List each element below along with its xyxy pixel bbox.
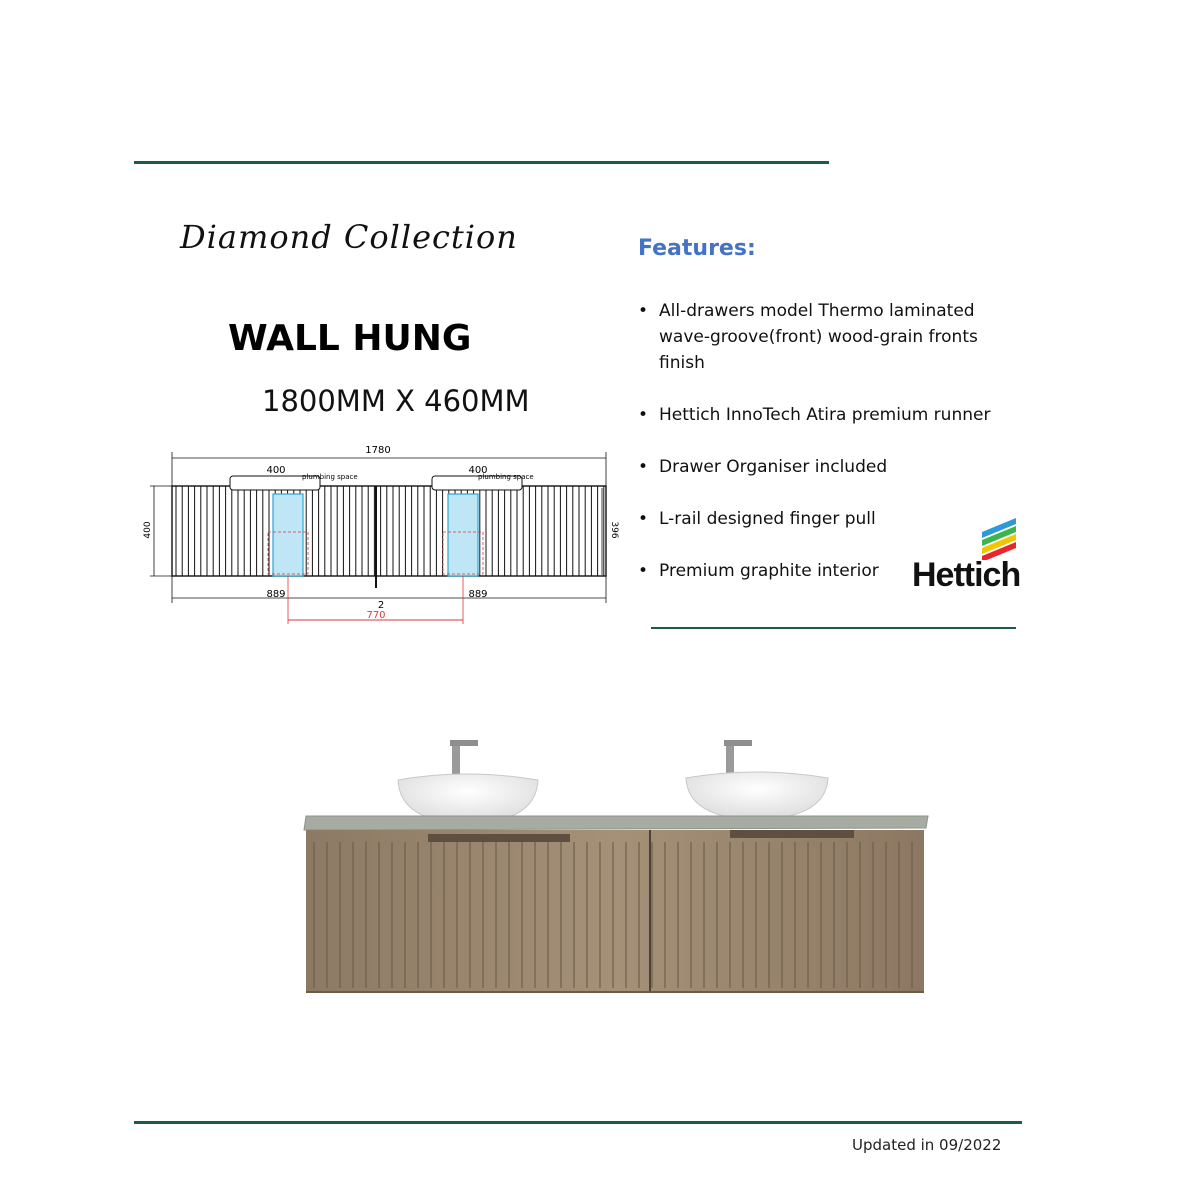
basin-bowl-right — [686, 772, 828, 820]
cabinet-flutes — [176, 486, 604, 576]
plumbing-label-right: plumbing space — [478, 473, 534, 481]
dim-basin-left: 400 — [266, 465, 286, 476]
top-rule — [134, 161, 829, 164]
product-dimensions: 1800MM X 460MM — [262, 384, 530, 418]
product-title: WALL HUNG — [228, 318, 472, 359]
feature-item: • Hettich InnoTech Atira premium runner — [636, 402, 1026, 428]
dim-overall-width: 1780 — [365, 445, 391, 456]
dim-height-right: 396 — [609, 521, 619, 539]
bullet-icon: • — [638, 457, 649, 477]
plumbing-zone-right — [448, 494, 478, 576]
brand-signature: Diamond Collection — [180, 218, 518, 256]
updated-date: Updated in 09/2022 — [852, 1136, 1002, 1154]
vanity-product-image — [300, 730, 934, 1000]
bullet-icon: • — [638, 405, 649, 425]
stone-top — [304, 816, 928, 830]
feature-item: • L-rail designed finger pull — [636, 506, 1026, 532]
bullet-icon: • — [638, 301, 649, 321]
dim-basin-right: 400 — [468, 465, 488, 476]
dim-bottom-left: 889 — [266, 589, 286, 600]
dim-center-gap: 2 — [377, 600, 385, 611]
bullet-icon: • — [638, 509, 649, 529]
bottom-rule — [134, 1121, 1022, 1124]
hettich-logo-text: Hettich — [912, 556, 1021, 594]
finger-pull-left — [428, 834, 570, 842]
cabinet-body — [306, 830, 924, 992]
hettich-stripes-icon — [912, 516, 1032, 560]
features-rule — [651, 627, 1016, 629]
bullet-icon: • — [638, 561, 649, 581]
technical-drawing — [140, 438, 620, 628]
finger-pull-right — [730, 830, 854, 838]
plumbing-label-left: plumbing space — [302, 473, 358, 481]
hettich-logo — [912, 516, 1032, 596]
dim-bottom-right: 889 — [468, 589, 488, 600]
dim-basin-centers: 770 — [366, 610, 386, 621]
features-heading: Features: — [638, 236, 756, 261]
feature-item: • Drawer Organiser included — [636, 454, 1026, 480]
cabinet-outline — [172, 486, 606, 576]
dim-height-left: 400 — [143, 521, 153, 539]
feature-item: • Premium graphite interior — [636, 558, 1026, 584]
feature-item: • All-drawers model Thermo laminated wave-groove(front) wood-grain fronts finish — [636, 298, 1026, 376]
plumbing-zone-left — [273, 494, 303, 576]
